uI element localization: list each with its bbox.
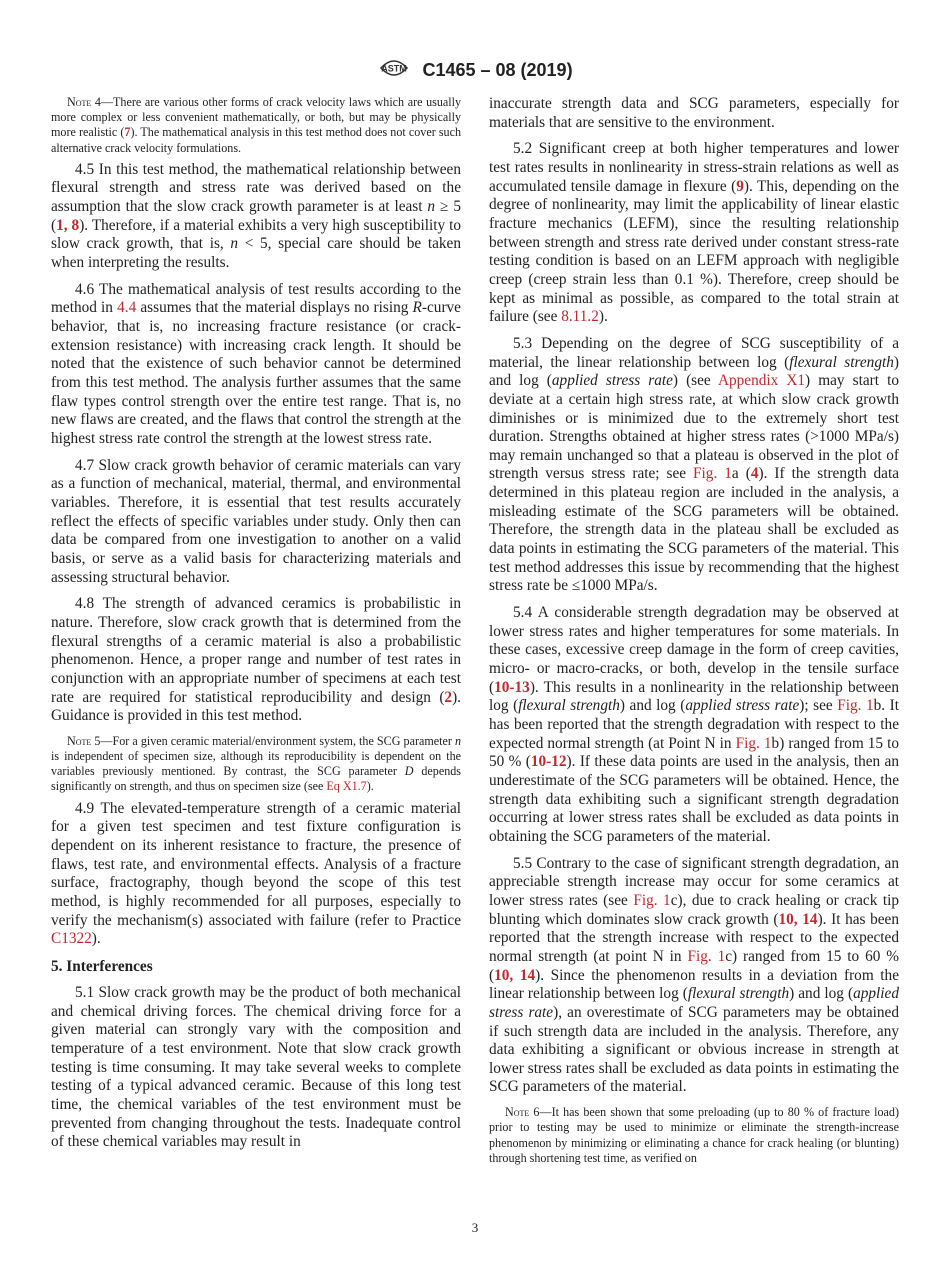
paragraph-4-6: 4.6 The mathematical analysis of test results according to the method in 4.4 assumes that the material displays no rising R-curve behavior, that is, no increasing fracture resistance (or crack-extension resistance) with increasing crack length. It should be noted that the existence of such behavior cannot be determined from this test method. The analysis further assumes that the same flaw types control strength over the entire test range. That is, no new flaws are created, and the flaws that control the strength at the highest stress rate control the strength at the lowest stress rate. <box>51 280 461 447</box>
figure-link[interactable]: Fig. 1 <box>837 697 874 715</box>
paragraph-5-3: 5.3 Depending on the degree of SCG susceptibility of a material, the linear relationship between log (flexural strength) and log (applied stress rate) (see Appendix X1) may start to deviate at a certain high stress rate, at which slow crack growth diminishes or is minimized due to the extremely short test duration. Strengths obtained at higher stress rates (>1000 MPa/s) may remain unchanged so that a plateau is observed in the plot of strength versus stress rate; see Fig. 1a (4). If the strength data determined in this plateau region are included in the analysis, a misleading estimate of the SCG parameters will be obtained. Therefore, the strength data in the plateau shall be excluded as data points in estimating the SCG parameters of the material. This test method addresses this issue by recommending that the highest stress rate be ≤1000 MPa/s. <box>489 334 900 595</box>
left-column <box>51 95 461 1160</box>
section-link[interactable]: 8.11.2 <box>561 308 599 326</box>
page-number: 3 <box>471 1220 479 1235</box>
figure-link[interactable]: Fig. 1 <box>735 734 772 752</box>
astm-logo-icon <box>377 56 411 85</box>
note-5: Note 5—For a given ceramic material/environment system, the SCG parameter n is independent of specimen size, although its reproducibility is dependent on the variables previously mentioned. By contrast, the SCG parameter D depends significantly on strength, and thus on specimen size (see Eq X1.7). <box>51 733 461 794</box>
paragraph-5-1-continued: inaccurate strength data and SCG parameters, especially for materials that are sensitive to the environment. <box>489 95 899 131</box>
paragraph-4-7: 4.7 Slow crack growth behavior of ceramic materials can vary as a function of mechanical, material, thermal, and environmental variables. Therefore, it is essential that test results accurately reflect the effects of specific variables under study. Only then can data be compared from one investigation to another on a valid basis, or serve as a valid basis for characterizing materials and assessing structural behavior. <box>51 456 461 586</box>
paragraph-4-9: 4.9 The elevated-temperature strength of a ceramic material for a given test specimen and test fixture configuration is dependent on its inherent resistance to fracture, the presence of flaws, test rate, and environmental effects. Analysis of a fracture surface, fractography, though beyond the scope of this test method, is highly recommended for all purposes, especially to verify the mechanism(s) associated with failure (refer to Practice C1322). <box>51 799 461 948</box>
paragraph-4-5: 4.5 In this test method, the mathematical relationship between flexural strength and stress rate was derived based on the assumption that the slow crack growth parameter is at least n ≥ 5 (1, 8). Therefore, if a material exhibits a very high susceptibility to slow crack growth, that is, n < 5, special care should be taken when interpreting the results. <box>51 160 461 272</box>
note-4: Note 4—There are various other forms of crack velocity laws which are usually more complex or less convenient mathematically, or both, but may be physically more realistic (7). The mathematical analysis in this test method does not cover such alternative crack velocity formulations. <box>51 95 462 155</box>
section-link[interactable]: 4.4 <box>117 299 137 317</box>
equation-link[interactable]: Eq X1.7 <box>326 779 367 794</box>
page-header <box>0 56 950 85</box>
ref-link[interactable]: 9 <box>736 177 744 195</box>
ref-link[interactable]: 7 <box>124 125 131 140</box>
ref-link[interactable]: 10-12 <box>530 753 567 771</box>
paragraph-5-5: 5.5 Contrary to the case of significant strength degradation, an appreciable strength increase may occur for some ceramics at lower stress rates (see Fig. 1c), due to crack healing or crack tip blunting which dominates slow crack growth (10, 14). It has been reported that the strength increase with respect to the expected normal strength (at point N in Fig. 1c) ranged from 15 to 60 % (10, 14). Since the phenomenon results in a deviation from the linear relationship between log (flexural strength) and log (applied stress rate), an overestimate of SCG parameters may be obtained if such strength data are included in the analysis. Therefore, any data exhibiting a significant or obvious increase in strength at lower stress rates shall be excluded as data points in estimating the SCG parameters of the material. <box>489 854 899 1096</box>
paragraph-4-8: 4.8 The strength of advanced ceramics is probabilistic in nature. Therefore, slow crack growth that is determined from the flexural strengths of a ceramic material is also a probabilistic phenomenon. Hence, a proper range and number of test rates in conjunction with an appropriate number of specimens at each test rate are required for statistical reproducibility and design (2). Guidance is provided in this test method. <box>51 595 461 725</box>
ref-link[interactable]: 10-13 <box>494 678 530 696</box>
paragraph-5-2: 5.2 Significant creep at both higher temperatures and lower test rates results in nonlinearity in stress-strain relations as well as accumulated tensile damage in flexure (9). This, depending on the degree of nonlinearity, may limit the applicability of linear elastic fracture mechanics (LEFM), since the resulting relationship between strength and stress rate derived under constant stress-rate testing condition is based on an LEFM approach with negligible creep (creep strain less than 0.1 %). Therefore, creep should be kept as minimal as possible, as compared to the total strain at failure (see 8.11.2). <box>489 140 899 326</box>
paragraph-5-4: 5.4 A considerable strength degradation may be observed at lower stress rates and higher temperatures for some materials. In these cases, excessive creep damage in the form of creep cavities, micro- or macro-cracks, or both, develop in the tensile surface (10-13). This results in a nonlinearity in the relationship between log (flexural strength) and log (applied stress rate); see Fig. 1b. It has been reported that the strength degradation with respect to the expected normal strength (at Point N in Fig. 1b) ranged from 15 to 50 % (10-12). If these data points are used in the analysis, then an underestimate of the SCG parameters will be obtained. Hence, the strength data exhibiting such a significant strength degradation occurring at lower stress rates shall be excluded as data points in obtaining the SCG parameters of the material. <box>489 604 899 845</box>
appendix-link[interactable]: Appendix X1 <box>717 372 806 390</box>
ref-link[interactable]: 1, 8 <box>56 216 80 234</box>
figure-link[interactable]: Fig. 1 <box>687 947 726 965</box>
right-column <box>489 95 899 1171</box>
figure-link[interactable]: Fig. 1 <box>633 891 671 909</box>
ref-link[interactable]: 10, 14 <box>778 910 818 928</box>
paragraph-5-1: 5.1 Slow crack growth may be the product of both mechanical and chemical driving forces. The chemical driving force for a given material can strongly vary with the composition and temperature of a test environment. Note that slow crack growth testing is time consuming. It may take several weeks to complete testing of a typical advanced ceramic. Because of this long test time, the chemical variables of the test environment must be prevented from changing throughout the tests. Inadequate control of these chemical variables may result in <box>51 983 461 1151</box>
svg-text:ASTM: ASTM <box>381 63 408 74</box>
practice-link[interactable]: C1322 <box>51 930 92 948</box>
note-6: Note 6—It has been shown that some preloading (up to 80 % of fracture load) prior to testing may be used to minimize or eliminate the strength-increase phenomenon by minimizing or eliminating a chance for crack healing (or blunting) through shortening test time, as verified on <box>489 1105 899 1165</box>
ref-link[interactable]: 10, 14 <box>494 966 536 984</box>
standard-designation: C1465 – 08 (2019) <box>422 60 573 80</box>
ref-link[interactable]: 4 <box>750 465 759 483</box>
section-5-title: 5. Interferences <box>51 957 153 975</box>
figure-link[interactable]: Fig. 1 <box>693 465 732 483</box>
ref-link[interactable]: 2 <box>444 688 453 706</box>
